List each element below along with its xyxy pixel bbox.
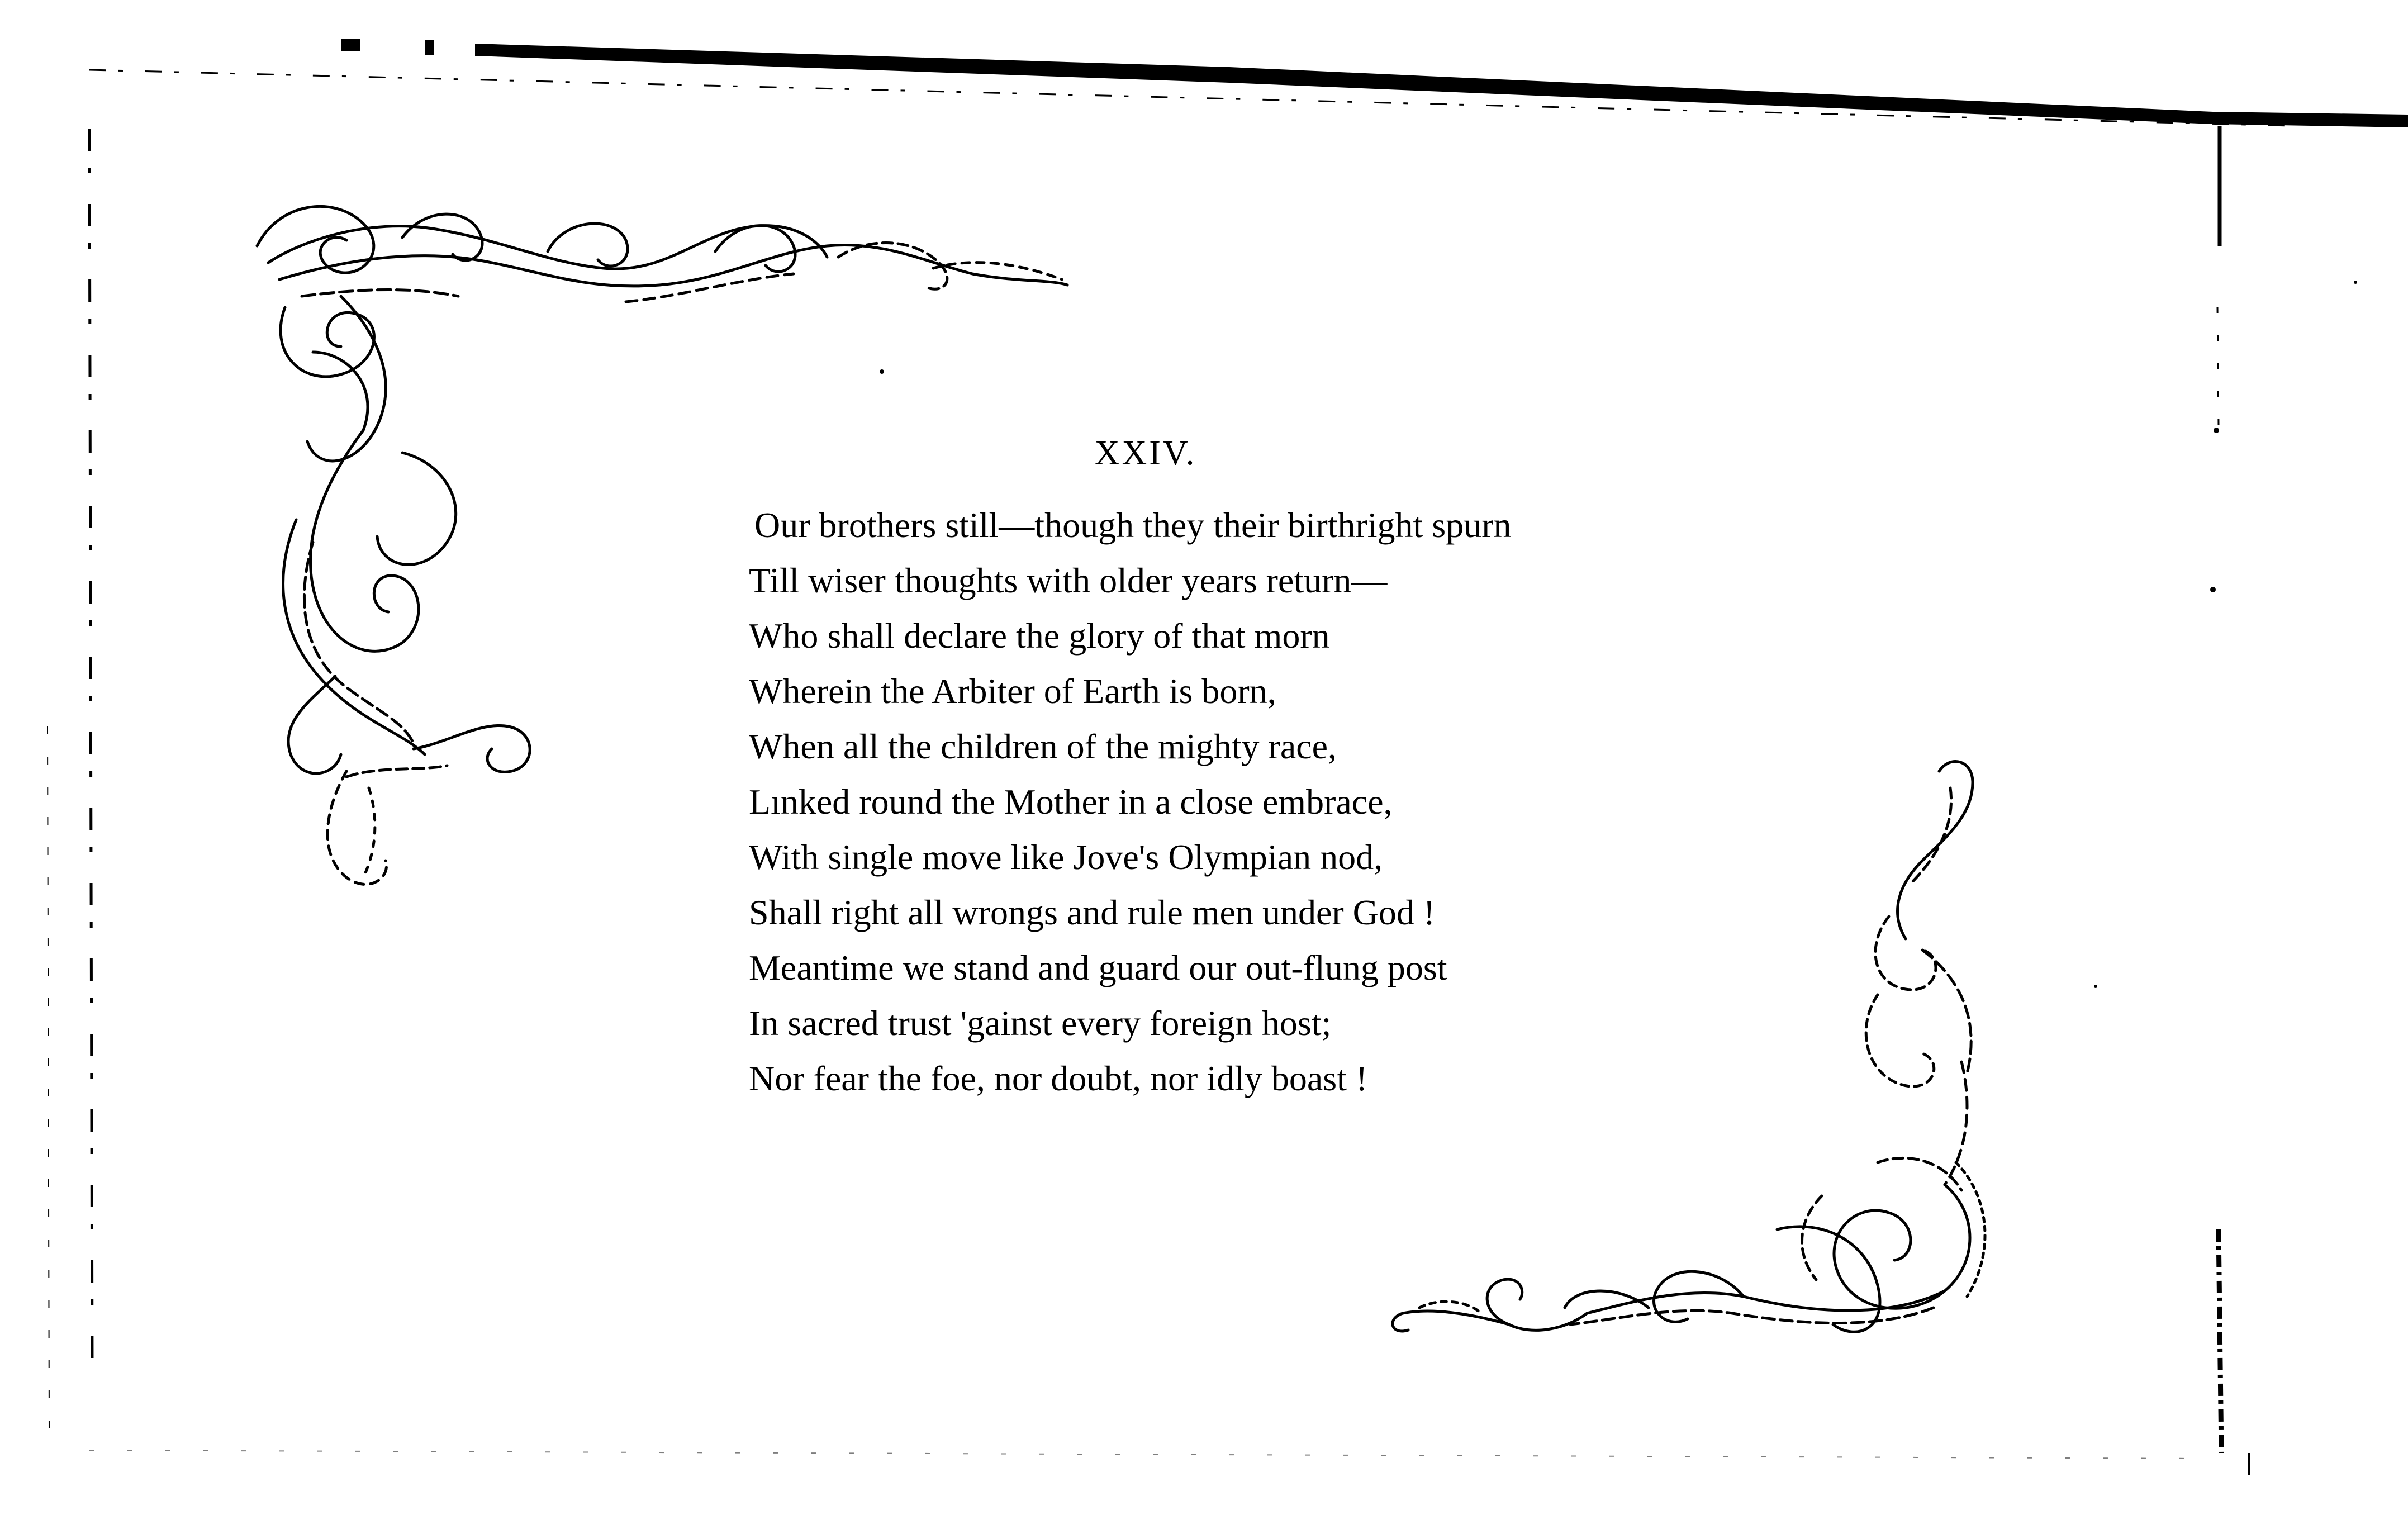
poem-line: In sacred trust 'gainst every foreign host; <box>749 1003 1332 1043</box>
edge-mark-2 <box>425 40 434 55</box>
stanza-number: XXIV. <box>1094 434 1197 472</box>
poem-line: Who shall declare the glory of that morn <box>749 616 1330 656</box>
poem-line: When all the children of the mighty race, <box>749 726 1337 766</box>
speck <box>2094 985 2097 988</box>
left-margin-line <box>89 129 92 1369</box>
poem-line: Meantime we stand and guard our out-flung post <box>749 948 1447 987</box>
edge-mark-1 <box>341 39 360 51</box>
top-page-edge <box>475 44 2408 127</box>
poem <box>749 436 1699 1106</box>
speck <box>2210 587 2216 592</box>
bottom-dashed-line <box>89 1450 2207 1459</box>
poem-line: Nor fear the foe, nor doubt, nor idly boast ! <box>749 1058 1368 1098</box>
speck <box>2214 428 2219 433</box>
poem-line: Our brothers still—though they their birthright spurn <box>754 505 1512 545</box>
poem-line: With single move like Jove's Olympian nod, <box>749 837 1383 877</box>
poem-line: Lınked round the Mother in a close embrace, <box>749 782 1393 822</box>
left-margin-line-2 <box>48 726 49 1431</box>
poem-line: Wherein the Arbiter of Earth is born, <box>749 671 1276 711</box>
poem-line: Shall right all wrongs and rule men under God ! <box>749 892 1436 932</box>
speck <box>2354 281 2357 284</box>
poem-line: Till wiser thoughts with older years return— <box>749 561 1388 600</box>
right-edge-line-mid <box>2217 307 2219 425</box>
right-edge-line-bottom <box>2219 1229 2221 1453</box>
